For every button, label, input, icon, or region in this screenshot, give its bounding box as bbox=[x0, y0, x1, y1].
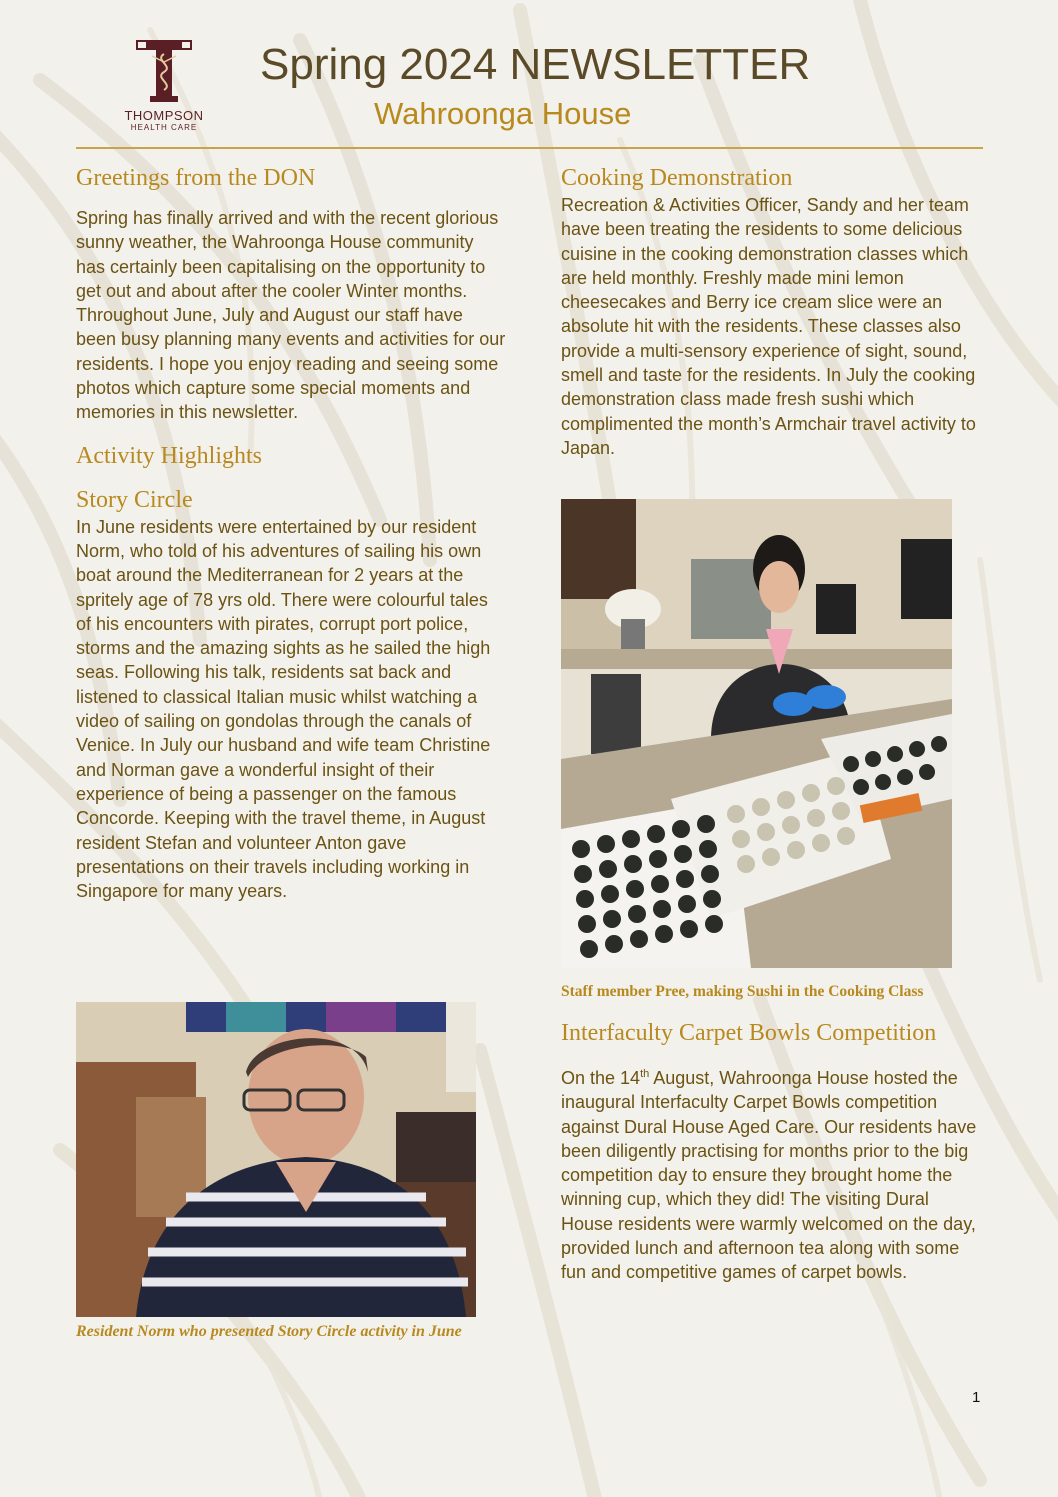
thompson-logo bbox=[112, 38, 216, 134]
newsletter-subtitle: Wahroonga House bbox=[374, 96, 632, 131]
logo-subtitle: HEALTH CARE bbox=[130, 123, 198, 132]
greetings-heading: Greetings from the DON bbox=[76, 165, 316, 191]
cooking-body: Recreation & Activities Officer, Sandy and her team have been treating the residents to some delicious cuisine in the cooking demonstration classes which are held monthly. Freshly made mini lemon cheesecakes and Berry ice cream slice were an absolute hit with the residents. These classes also provide a multi-sensory experience of sight, sound, smell and taste for the residents. In July the cooking demonstration class made fresh sushi which complimented the month’s Armchair travel activity to Japan. bbox=[561, 195, 976, 458]
caduceus-t-icon bbox=[134, 38, 194, 104]
right-column bbox=[561, 163, 985, 460]
carpet-bowls-body bbox=[561, 1066, 985, 1285]
activity-highlights-heading: Activity Highlights bbox=[76, 442, 262, 469]
photo-sushi-class bbox=[561, 499, 952, 968]
norm-photo-caption: Resident Norm who presented Story Circle activity in June bbox=[76, 1323, 462, 1340]
ordinal-suffix: th bbox=[640, 1068, 650, 1080]
logo-name: THOMPSON bbox=[124, 108, 204, 123]
page-number: 1 bbox=[972, 1389, 981, 1406]
carpet-bowls-body-rest: August, Wahroonga House hosted the inaugural Interfaculty Carpet Bowls competition against Dural House Aged Care. Our residents have been diligently practising for months prior to the big competition day to ensure they brought home the winning cup, which they did! The visiting Dural House residents were warmly welcomed on the day, provided lunch and afternoon tea along with some fun and competitive games of carpet bowls. bbox=[561, 1068, 977, 1283]
story-circle-body: In June residents were entertained by our resident Norm, who told of his adventures of sailing his own boat around the Mediterranean for 2 years at the spritely age of 78 yrs old. There were colourful tales of his encounters with pirates, corrupt port police, storms and the amazing sights as he sailed the high seas. Following his talk, residents sat back and listened to classical Italian music whilst watching a video of sailing on gondolas through the canals of Venice. In July our husband and wife team Christine and Norman gave a wonderful insight of their experience of being a passenger on the famous Concorde. Keeping with the travel theme, in August resident Stefan and volunteer Anton gave presentations on their travels including working in Singapore for many years. bbox=[76, 516, 491, 902]
carpet-bowls-body-start: On the 14 bbox=[561, 1068, 641, 1088]
left-column bbox=[76, 163, 506, 903]
cooking-heading: Cooking Demonstration bbox=[561, 165, 793, 191]
photo-resident-norm bbox=[76, 1002, 476, 1317]
story-circle-heading: Story Circle bbox=[76, 486, 193, 513]
sushi-photo-caption: Staff member Pree, making Sushi in the Cooking Class bbox=[561, 983, 924, 1000]
greetings-body: Spring has finally arrived and with the recent glorious sunny weather, the Wahroonga House community has certainly been capitalising on the opportunity to get out and about after the cooler Winter months. Throughout June, July and August our staff have been busy planning many events and activities for our residents. I hope you enjoy reading and seeing some photos which capture some special moments and memories in this newsletter. bbox=[76, 208, 506, 423]
header-divider bbox=[76, 147, 983, 149]
bowls-section bbox=[561, 1018, 985, 1285]
newsletter-title: Spring 2024 NEWSLETTER bbox=[260, 40, 811, 89]
carpet-bowls-heading: Interfaculty Carpet Bowls Competition bbox=[561, 1020, 937, 1046]
